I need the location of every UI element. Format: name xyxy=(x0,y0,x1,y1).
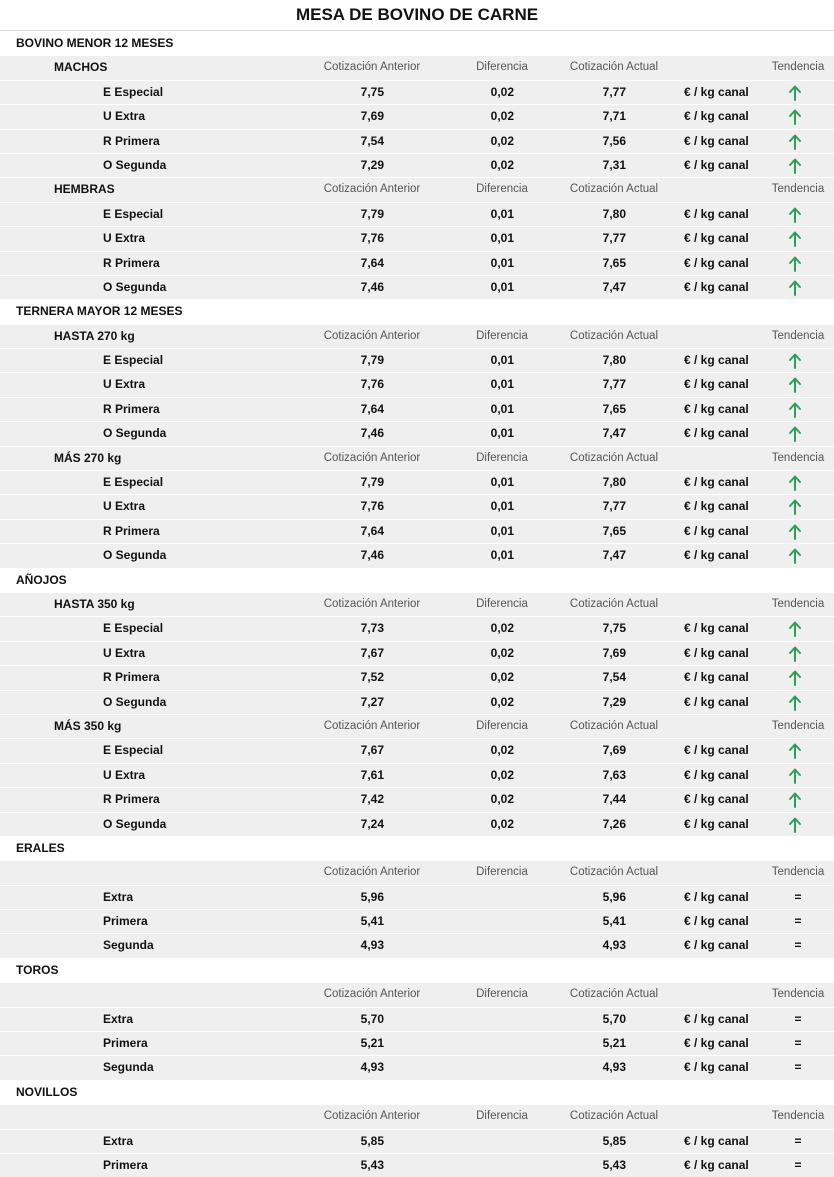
category-label: O Segunda xyxy=(103,157,167,172)
section-row xyxy=(0,299,834,323)
unit-label: € / kg canal xyxy=(684,377,749,392)
table-row xyxy=(0,812,834,836)
cotizacion-actual-value: 7,77 xyxy=(602,499,626,514)
cotizacion-anterior-value: 7,61 xyxy=(360,767,384,782)
group-header-row xyxy=(0,714,834,738)
trend-up-arrow-icon xyxy=(788,130,808,150)
table-row xyxy=(0,787,834,811)
category-label: E Especial xyxy=(103,206,164,221)
cotizacion-anterior-value: 7,79 xyxy=(360,206,384,221)
trend-up-arrow-icon xyxy=(788,666,808,686)
header-cotizacion-actual: Cotización Actual xyxy=(569,988,659,1001)
trend-up-arrow-icon xyxy=(788,398,808,418)
table-row xyxy=(0,421,834,445)
table-row xyxy=(0,470,834,494)
header-tendencia: Tendencia xyxy=(771,719,825,732)
cotizacion-actual-value: 7,47 xyxy=(602,426,626,441)
cotizacion-actual-value: 7,80 xyxy=(602,206,626,221)
trend-equal-icon: = xyxy=(794,889,802,904)
category-label: Extra xyxy=(103,1133,134,1148)
table-row xyxy=(0,251,834,275)
unit-label: € / kg canal xyxy=(684,523,749,538)
category-label: U Extra xyxy=(103,645,146,660)
table-row xyxy=(0,1031,834,1055)
cotizacion-actual-value: 7,71 xyxy=(602,109,626,124)
table-row xyxy=(0,129,834,153)
diferencia-value: 0,01 xyxy=(490,499,514,514)
cotizacion-anterior-value: 5,21 xyxy=(360,1036,384,1051)
cotizacion-anterior-value: 7,67 xyxy=(360,645,384,660)
trend-equal-icon: = xyxy=(794,1060,802,1075)
diferencia-value: 0,02 xyxy=(490,694,514,709)
group-title: HASTA 350 kg xyxy=(54,596,135,611)
section-title: NOVILLOS xyxy=(16,1084,78,1099)
header-tendencia: Tendencia xyxy=(771,183,825,196)
header-tendencia: Tendencia xyxy=(771,451,825,464)
section-title: BOVINO MENOR 12 MESES xyxy=(16,36,174,50)
section-row xyxy=(0,568,834,592)
section-row xyxy=(0,1080,834,1104)
price-table xyxy=(0,31,834,1177)
cotizacion-anterior-value: 7,24 xyxy=(360,816,384,831)
section-title: TOROS xyxy=(16,962,59,977)
category-label: Primera xyxy=(103,914,148,929)
category-label: O Segunda xyxy=(103,548,167,563)
category-label: O Segunda xyxy=(103,279,167,294)
cotizacion-actual-value: 7,65 xyxy=(602,255,626,270)
group-header-row xyxy=(0,982,834,1006)
category-label: R Primera xyxy=(103,133,160,148)
unit-label: € / kg canal xyxy=(684,743,749,758)
unit-label: € / kg canal xyxy=(684,670,749,685)
header-cotizacion-anterior: Cotización Anterior xyxy=(323,988,421,1001)
header-cotizacion-actual: Cotización Actual xyxy=(569,866,659,879)
unit-label: € / kg canal xyxy=(684,645,749,660)
table-row xyxy=(0,763,834,787)
diferencia-value: 0,01 xyxy=(490,523,514,538)
table-row xyxy=(0,738,834,762)
table-row xyxy=(0,543,834,567)
unit-label: € / kg canal xyxy=(684,816,749,831)
trend-up-arrow-icon xyxy=(788,813,808,833)
header-cotizacion-anterior: Cotización Anterior xyxy=(323,61,421,74)
cotizacion-actual-value: 7,47 xyxy=(602,279,626,294)
category-label: U Extra xyxy=(103,109,146,124)
cotizacion-anterior-value: 7,76 xyxy=(360,231,384,246)
category-label: E Especial xyxy=(103,84,164,99)
table-row xyxy=(0,202,834,226)
cotizacion-actual-value: 7,80 xyxy=(602,475,626,490)
category-label: R Primera xyxy=(103,792,160,807)
header-cotizacion-anterior: Cotización Anterior xyxy=(323,597,421,610)
unit-label: € / kg canal xyxy=(684,353,749,368)
cotizacion-anterior-value: 7,76 xyxy=(360,377,384,392)
cotizacion-actual-value: 5,21 xyxy=(602,1036,626,1051)
header-cotizacion-actual: Cotización Actual xyxy=(569,61,659,74)
table-row xyxy=(0,1129,834,1153)
cotizacion-actual-value: 7,65 xyxy=(602,401,626,416)
trend-up-arrow-icon xyxy=(788,276,808,296)
diferencia-value: 0,01 xyxy=(490,401,514,416)
cotizacion-actual-value: 7,80 xyxy=(602,353,626,368)
trend-up-arrow-icon xyxy=(788,617,808,637)
diferencia-value: 0,02 xyxy=(490,743,514,758)
unit-label: € / kg canal xyxy=(684,157,749,172)
header-diferencia: Diferencia xyxy=(476,1110,528,1123)
table-row xyxy=(0,80,834,104)
header-diferencia: Diferencia xyxy=(476,597,528,610)
unit-label: € / kg canal xyxy=(684,109,749,124)
diferencia-value: 0,01 xyxy=(490,377,514,392)
cotizacion-actual-value: 7,69 xyxy=(602,743,626,758)
section-title: AÑOJOS xyxy=(16,572,67,587)
unit-label: € / kg canal xyxy=(684,499,749,514)
diferencia-value: 0,02 xyxy=(490,645,514,660)
cotizacion-anterior-value: 7,76 xyxy=(360,499,384,514)
header-cotizacion-actual: Cotización Actual xyxy=(569,183,659,196)
group-header-row xyxy=(0,1104,834,1128)
diferencia-value: 0,02 xyxy=(490,816,514,831)
trend-equal-icon: = xyxy=(794,1157,802,1172)
unit-label: € / kg canal xyxy=(684,938,749,953)
unit-label: € / kg canal xyxy=(684,206,749,221)
cotizacion-actual-value: 5,96 xyxy=(602,889,626,904)
group-title: MACHOS xyxy=(54,60,108,75)
category-label: Extra xyxy=(103,889,134,904)
cotizacion-anterior-value: 7,75 xyxy=(360,84,384,99)
unit-label: € / kg canal xyxy=(684,914,749,929)
diferencia-value: 0,02 xyxy=(490,157,514,172)
cotizacion-anterior-value: 5,41 xyxy=(360,914,384,929)
cotizacion-anterior-value: 4,93 xyxy=(360,1060,384,1075)
cotizacion-anterior-value: 7,69 xyxy=(360,109,384,124)
table-row xyxy=(0,909,834,933)
unit-label: € / kg canal xyxy=(684,279,749,294)
trend-equal-icon: = xyxy=(794,1036,802,1051)
header-diferencia: Diferencia xyxy=(476,988,528,1001)
trend-up-arrow-icon xyxy=(788,349,808,369)
table-row xyxy=(0,1055,834,1079)
diferencia-value: 0,02 xyxy=(490,109,514,124)
header-diferencia: Diferencia xyxy=(476,183,528,196)
unit-label: € / kg canal xyxy=(684,1157,749,1172)
category-label: R Primera xyxy=(103,255,160,270)
trend-equal-icon: = xyxy=(794,1133,802,1148)
table-row xyxy=(0,226,834,250)
cotizacion-anterior-value: 4,93 xyxy=(360,938,384,953)
unit-label: € / kg canal xyxy=(684,767,749,782)
category-label: U Extra xyxy=(103,499,146,514)
unit-label: € / kg canal xyxy=(684,621,749,636)
trend-up-arrow-icon xyxy=(788,105,808,125)
table-row xyxy=(0,641,834,665)
cotizacion-anterior-value: 7,46 xyxy=(360,279,384,294)
group-title: HEMBRAS xyxy=(54,182,115,197)
category-label: Segunda xyxy=(103,1060,154,1075)
group-title: MÁS 270 kg xyxy=(54,450,122,465)
header-tendencia: Tendencia xyxy=(771,329,825,342)
unit-label: € / kg canal xyxy=(684,84,749,99)
category-label: Primera xyxy=(103,1157,148,1172)
diferencia-value: 0,02 xyxy=(490,621,514,636)
group-header-row xyxy=(0,860,834,884)
cotizacion-actual-value: 7,77 xyxy=(602,231,626,246)
unit-label: € / kg canal xyxy=(684,889,749,904)
header-cotizacion-anterior: Cotización Anterior xyxy=(323,719,421,732)
section-row xyxy=(0,31,834,55)
section-row xyxy=(0,958,834,982)
cotizacion-anterior-value: 5,43 xyxy=(360,1157,384,1172)
category-label: U Extra xyxy=(103,231,146,246)
group-header-row xyxy=(0,446,834,470)
unit-label: € / kg canal xyxy=(684,792,749,807)
table-row xyxy=(0,153,834,177)
cotizacion-anterior-value: 7,79 xyxy=(360,353,384,368)
cotizacion-actual-value: 4,93 xyxy=(602,938,626,953)
header-diferencia: Diferencia xyxy=(476,329,528,342)
diferencia-value: 0,02 xyxy=(490,84,514,99)
header-tendencia: Tendencia xyxy=(771,1110,825,1123)
trend-up-arrow-icon xyxy=(788,739,808,759)
cotizacion-anterior-value: 7,54 xyxy=(360,133,384,148)
unit-label: € / kg canal xyxy=(684,694,749,709)
diferencia-value: 0,01 xyxy=(490,475,514,490)
trend-equal-icon: = xyxy=(794,1011,802,1026)
header-tendencia: Tendencia xyxy=(771,61,825,74)
group-title: HASTA 270 kg xyxy=(54,328,135,343)
trend-up-arrow-icon xyxy=(788,495,808,515)
cotizacion-actual-value: 5,70 xyxy=(602,1011,626,1026)
category-label: U Extra xyxy=(103,767,146,782)
trend-equal-icon: = xyxy=(794,938,802,953)
table-row xyxy=(0,885,834,909)
trend-up-arrow-icon xyxy=(788,373,808,393)
cotizacion-actual-value: 7,69 xyxy=(602,645,626,660)
table-row xyxy=(0,494,834,518)
cotizacion-actual-value: 7,77 xyxy=(602,84,626,99)
cotizacion-anterior-value: 7,46 xyxy=(360,548,384,563)
unit-label: € / kg canal xyxy=(684,1011,749,1026)
trend-up-arrow-icon xyxy=(788,691,808,711)
unit-label: € / kg canal xyxy=(684,475,749,490)
header-cotizacion-actual: Cotización Actual xyxy=(569,597,659,610)
category-label: O Segunda xyxy=(103,816,167,831)
cotizacion-actual-value: 5,43 xyxy=(602,1157,626,1172)
cotizacion-actual-value: 7,56 xyxy=(602,133,626,148)
header-cotizacion-anterior: Cotización Anterior xyxy=(323,451,421,464)
cotizacion-actual-value: 5,41 xyxy=(602,914,626,929)
diferencia-value: 0,01 xyxy=(490,426,514,441)
category-label: E Especial xyxy=(103,621,164,636)
unit-label: € / kg canal xyxy=(684,1133,749,1148)
header-cotizacion-actual: Cotización Actual xyxy=(569,451,659,464)
unit-label: € / kg canal xyxy=(684,1060,749,1075)
unit-label: € / kg canal xyxy=(684,548,749,563)
cotizacion-actual-value: 7,26 xyxy=(602,816,626,831)
category-label: E Especial xyxy=(103,353,164,368)
trend-up-arrow-icon xyxy=(788,81,808,101)
diferencia-value: 0,02 xyxy=(490,792,514,807)
cotizacion-actual-value: 5,85 xyxy=(602,1133,626,1148)
diferencia-value: 0,01 xyxy=(490,548,514,563)
header-diferencia: Diferencia xyxy=(476,866,528,879)
table-row xyxy=(0,1153,834,1177)
cotizacion-actual-value: 7,44 xyxy=(602,792,626,807)
trend-up-arrow-icon xyxy=(788,227,808,247)
cotizacion-anterior-value: 7,64 xyxy=(360,255,384,270)
table-row xyxy=(0,275,834,299)
section-title: ERALES xyxy=(16,840,65,855)
unit-label: € / kg canal xyxy=(684,133,749,148)
table-row xyxy=(0,104,834,128)
cotizacion-anterior-value: 5,96 xyxy=(360,889,384,904)
header-cotizacion-actual: Cotización Actual xyxy=(569,329,659,342)
header-cotizacion-anterior: Cotización Anterior xyxy=(323,1110,421,1123)
cotizacion-anterior-value: 7,46 xyxy=(360,426,384,441)
trend-up-arrow-icon xyxy=(788,544,808,564)
table-row xyxy=(0,1007,834,1031)
cotizacion-anterior-value: 7,29 xyxy=(360,157,384,172)
section-title: TERNERA MAYOR 12 MESES xyxy=(16,304,183,319)
category-label: R Primera xyxy=(103,401,160,416)
unit-label: € / kg canal xyxy=(684,401,749,416)
cotizacion-anterior-value: 7,79 xyxy=(360,475,384,490)
header-cotizacion-anterior: Cotización Anterior xyxy=(323,866,421,879)
category-label: Segunda xyxy=(103,938,154,953)
cotizacion-anterior-value: 7,67 xyxy=(360,743,384,758)
group-header-row xyxy=(0,324,834,348)
table-row xyxy=(0,665,834,689)
trend-equal-icon: = xyxy=(794,914,802,929)
unit-label: € / kg canal xyxy=(684,231,749,246)
diferencia-value: 0,02 xyxy=(490,133,514,148)
category-label: Extra xyxy=(103,1011,134,1026)
cotizacion-actual-value: 7,63 xyxy=(602,767,626,782)
trend-up-arrow-icon xyxy=(788,764,808,784)
diferencia-value: 0,01 xyxy=(490,279,514,294)
cotizacion-actual-value: 7,54 xyxy=(602,670,626,685)
page-title: MESA DE BOVINO DE CARNE xyxy=(0,0,834,31)
group-header-row xyxy=(0,177,834,201)
unit-label: € / kg canal xyxy=(684,1036,749,1051)
header-diferencia: Diferencia xyxy=(476,61,528,74)
trend-up-arrow-icon xyxy=(788,154,808,174)
category-label: U Extra xyxy=(103,377,146,392)
header-cotizacion-actual: Cotización Actual xyxy=(569,1110,659,1123)
cotizacion-actual-value: 7,29 xyxy=(602,694,626,709)
cotizacion-anterior-value: 7,52 xyxy=(360,670,384,685)
trend-up-arrow-icon xyxy=(788,203,808,223)
trend-up-arrow-icon xyxy=(788,252,808,272)
diferencia-value: 0,02 xyxy=(490,767,514,782)
header-cotizacion-anterior: Cotización Anterior xyxy=(323,329,421,342)
diferencia-value: 0,01 xyxy=(490,231,514,246)
diferencia-value: 0,01 xyxy=(490,353,514,368)
cotizacion-actual-value: 7,77 xyxy=(602,377,626,392)
header-cotizacion-anterior: Cotización Anterior xyxy=(323,183,421,196)
cotizacion-anterior-value: 7,27 xyxy=(360,694,384,709)
cotizacion-actual-value: 7,47 xyxy=(602,548,626,563)
diferencia-value: 0,02 xyxy=(490,670,514,685)
group-header-row xyxy=(0,592,834,616)
header-diferencia: Diferencia xyxy=(476,719,528,732)
cotizacion-actual-value: 7,65 xyxy=(602,523,626,538)
table-row xyxy=(0,348,834,372)
header-tendencia: Tendencia xyxy=(771,866,825,879)
category-label: O Segunda xyxy=(103,694,167,709)
trend-up-arrow-icon xyxy=(788,471,808,491)
cotizacion-anterior-value: 5,70 xyxy=(360,1011,384,1026)
category-label: E Especial xyxy=(103,743,164,758)
cotizacion-anterior-value: 7,42 xyxy=(360,792,384,807)
category-label: R Primera xyxy=(103,523,160,538)
cotizacion-anterior-value: 5,85 xyxy=(360,1133,384,1148)
section-row xyxy=(0,836,834,860)
category-label: Primera xyxy=(103,1036,148,1051)
group-header-row xyxy=(0,55,834,79)
header-cotizacion-actual: Cotización Actual xyxy=(569,719,659,732)
cotizacion-anterior-value: 7,73 xyxy=(360,621,384,636)
trend-up-arrow-icon xyxy=(788,642,808,662)
table-row xyxy=(0,519,834,543)
unit-label: € / kg canal xyxy=(684,426,749,441)
unit-label: € / kg canal xyxy=(684,255,749,270)
diferencia-value: 0,01 xyxy=(490,206,514,221)
table-row xyxy=(0,372,834,396)
category-label: O Segunda xyxy=(103,426,167,441)
diferencia-value: 0,01 xyxy=(490,255,514,270)
table-row xyxy=(0,616,834,640)
table-row xyxy=(0,933,834,957)
cotizacion-anterior-value: 7,64 xyxy=(360,401,384,416)
trend-up-arrow-icon xyxy=(788,520,808,540)
cotizacion-anterior-value: 7,64 xyxy=(360,523,384,538)
trend-up-arrow-icon xyxy=(788,788,808,808)
header-tendencia: Tendencia xyxy=(771,988,825,1001)
cotizacion-actual-value: 7,75 xyxy=(602,621,626,636)
header-tendencia: Tendencia xyxy=(771,597,825,610)
trend-up-arrow-icon xyxy=(788,422,808,442)
header-diferencia: Diferencia xyxy=(476,451,528,464)
category-label: E Especial xyxy=(103,475,164,490)
cotizacion-actual-value: 4,93 xyxy=(602,1060,626,1075)
table-row xyxy=(0,690,834,714)
cotizacion-actual-value: 7,31 xyxy=(602,157,626,172)
group-title: MÁS 350 kg xyxy=(54,718,122,733)
table-row xyxy=(0,397,834,421)
category-label: R Primera xyxy=(103,670,160,685)
